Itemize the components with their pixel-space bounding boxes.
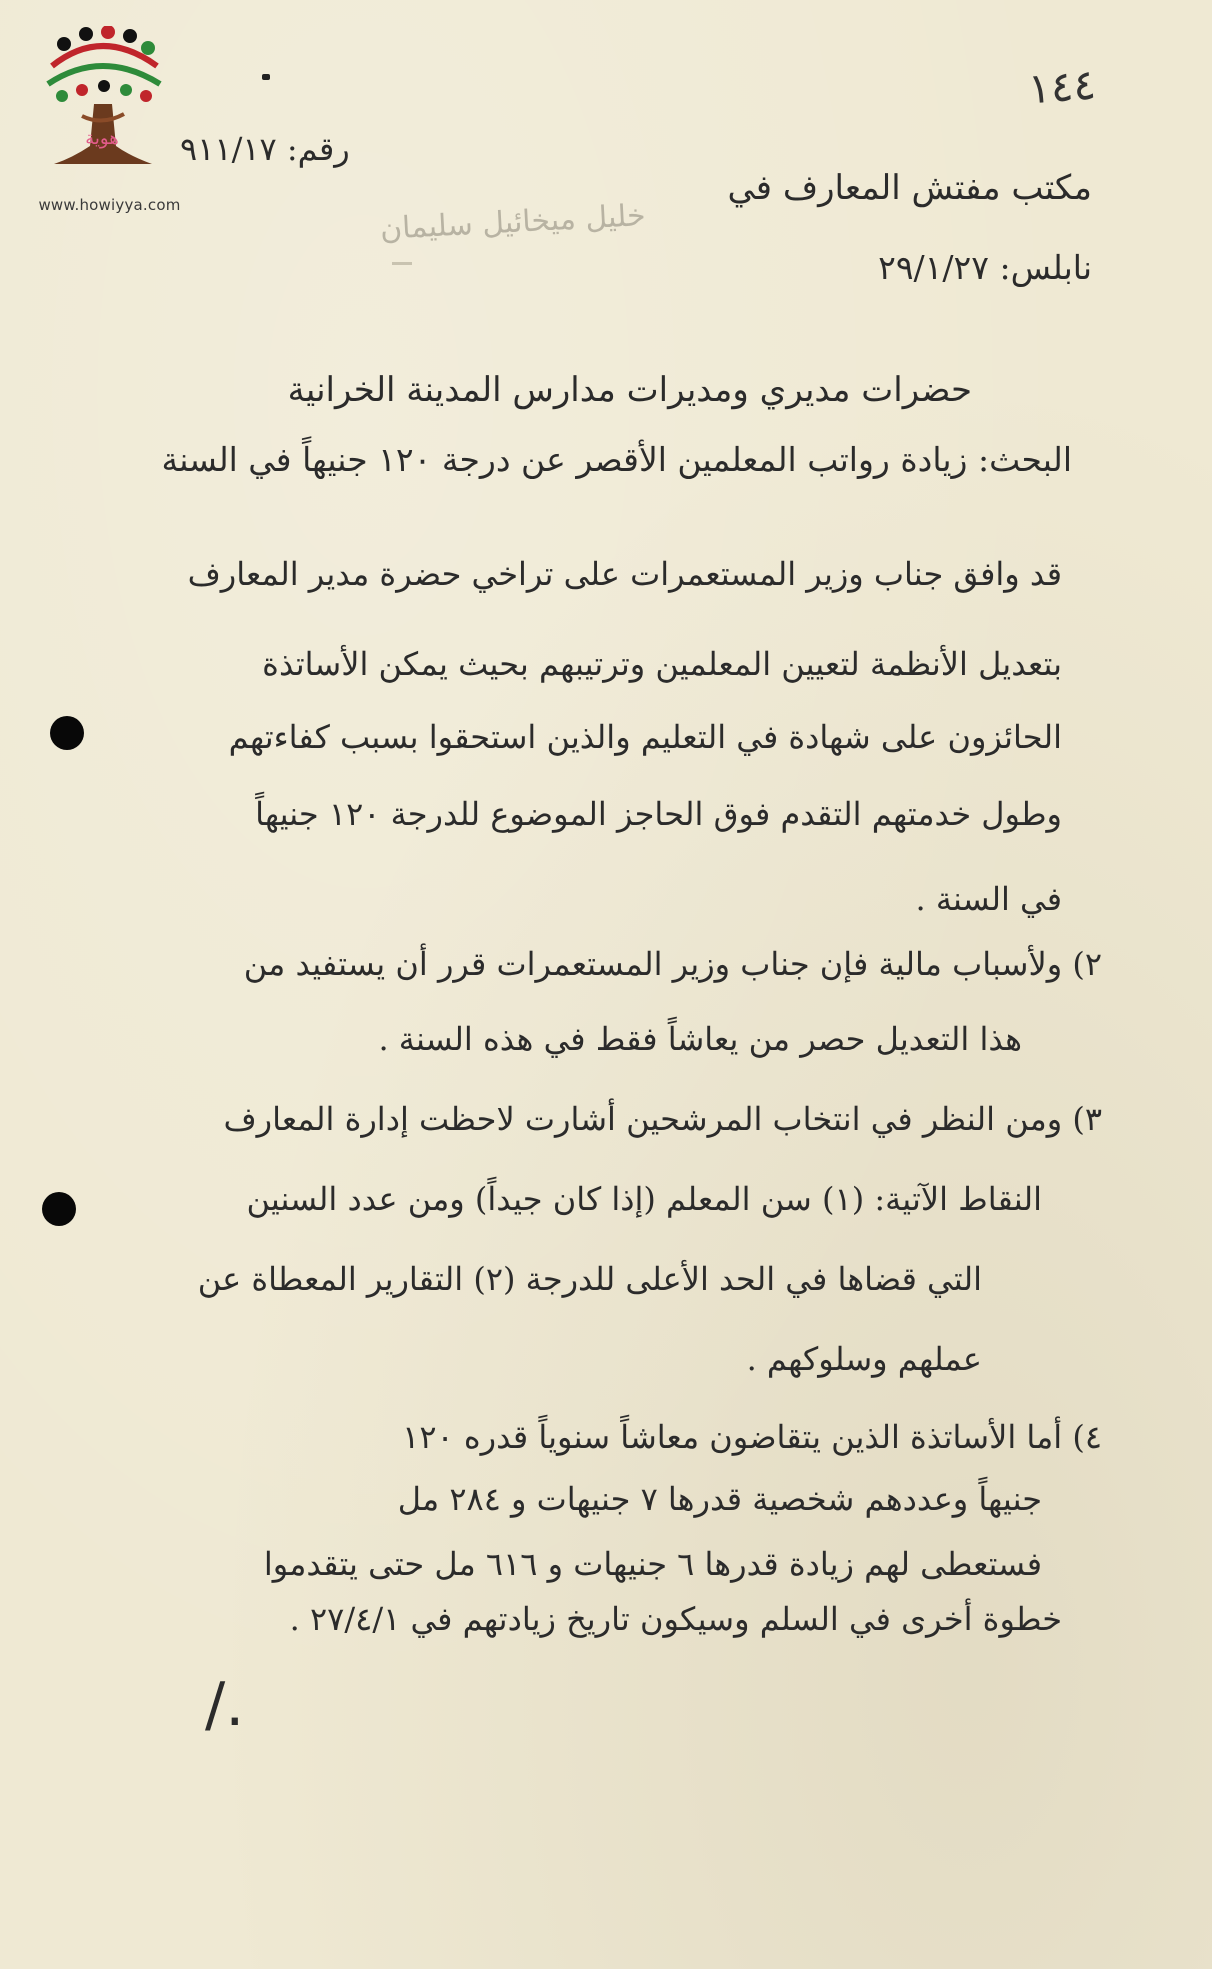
- subject-line: البحث: زيادة رواتب المعلمين الأقصر عن درجة ١٢٠ جنيهاً في السنة: [161, 440, 1072, 479]
- punch-hole: [50, 716, 84, 750]
- body-line: في السنة .: [915, 880, 1062, 918]
- ink-dot: [262, 74, 270, 80]
- reference-number: رقم: ٩١١/١٧: [180, 130, 350, 168]
- howiyya-logo: [22, 26, 192, 216]
- closing-mark: /.: [205, 1670, 245, 1740]
- body-line: ٤) أما الأساتذة الذين يتقاضون معاشاً سنوياً قدره ١٢٠: [402, 1418, 1102, 1456]
- body-line: هذا التعديل حصر من يعاشاً فقط في هذه السنة .: [378, 1020, 1022, 1058]
- addressee-line: حضرات مديري ومديرات مدارس المدينة الخرانية: [287, 370, 972, 410]
- body-line: الحائزون على شهادة في التعليم والذين استحقوا بسبب كفاءتهم: [228, 718, 1062, 756]
- body-line: عملهم وسلوكهم .: [746, 1340, 982, 1378]
- body-line: جنيهاً وعددهم شخصية قدرها ٧ جنيهات و ٢٨٤ مل: [397, 1480, 1042, 1518]
- body-line: بتعديل الأنظمة لتعيين المعلمين وترتيبهم بحيث يمكن الأساتذة: [262, 645, 1062, 683]
- logo-url-text[interactable]: www.howiyya.com: [38, 196, 181, 214]
- body-line: ٣) ومن النظر في انتخاب المرشحين أشارت لاحظت إدارة المعارف: [223, 1100, 1102, 1138]
- body-line: النقاط الآتية: (١) سن المعلم (إذا كان جيداً) ومن عدد السنين: [246, 1180, 1042, 1218]
- document-date: نابلس: ٢٩/١/٢٧: [878, 248, 1092, 287]
- body-line: قد وافق جناب وزير المستعمرات على تراخي حضرة مدير المعارف: [187, 555, 1062, 593]
- body-line: فستعطى لهم زيادة قدرها ٦ جنيهات و ٦١٦ مل حتى يتقدموا: [263, 1545, 1042, 1583]
- body-line: وطول خدمتهم التقدم فوق الحاجز الموضوع للدرجة ١٢٠ جنيهاً: [255, 795, 1062, 833]
- punch-hole: [42, 1192, 76, 1226]
- faint-dash: [392, 262, 412, 265]
- page-number: ١٤٤: [1026, 59, 1098, 114]
- body-line: خطوة أخرى في السلم وسيكون تاريخ زيادتهم في ٢٧/٤/١ .: [289, 1600, 1062, 1638]
- tree-logo-icon: [42, 26, 162, 176]
- office-faint-annotation: خليل ميخائيل سليمان: [379, 198, 647, 247]
- svg-text:هوية: هوية: [85, 128, 119, 149]
- body-line: التي قضاها في الحد الأعلى للدرجة (٢) التقارير المعطاة عن: [197, 1260, 982, 1298]
- office-heading: مكتب مفتش المعارف في: [727, 168, 1092, 208]
- body-line: ٢) ولأسباب مالية فإن جناب وزير المستعمرات قرر أن يستفيد من: [243, 945, 1102, 983]
